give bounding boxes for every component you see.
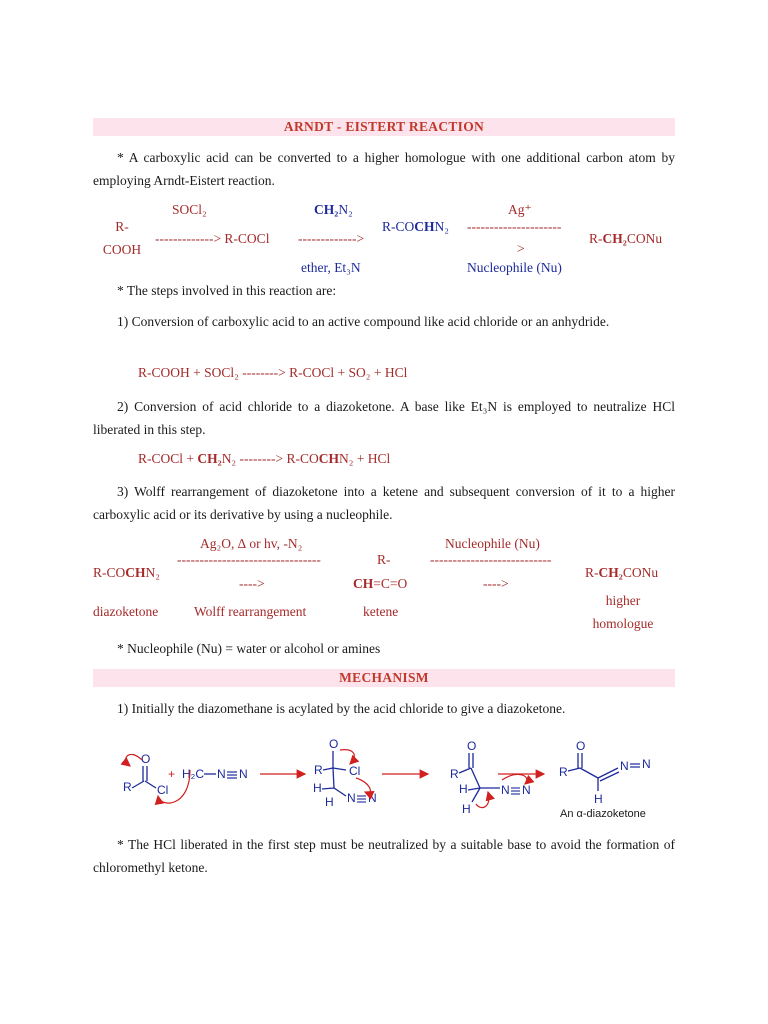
m1-n2: N: [239, 767, 248, 781]
step1-text: 1) Conversion of carboxylic acid to an active compound like acid chloride or an anhydride.: [117, 314, 610, 329]
m2-cl: Cl: [349, 764, 361, 778]
m4-h: H: [594, 792, 603, 806]
mechanism-scheme: [110, 728, 670, 828]
m3-n1: N: [501, 783, 510, 797]
alpha-diazoketone-structure: [559, 739, 651, 820]
overall-mid-bold: CH: [414, 219, 435, 234]
m1-n1: N: [217, 767, 226, 781]
overall-cond3: Nucleophile (Nu): [467, 260, 562, 275]
intro-text: * A carboxylic acid can be converted to a higher homologue with one additional carbon atom by employing Arndt-Eistert reaction.: [93, 150, 675, 188]
step2-paragraph: [93, 395, 675, 441]
m3-o: O: [467, 739, 477, 753]
m2-o: O: [329, 737, 339, 751]
step3-paragraph: [93, 480, 675, 526]
overall-arrow3b: >: [517, 241, 525, 256]
mechanism-step1: [93, 697, 675, 720]
overall-mid-post: N₂: [434, 219, 449, 234]
wolff-start-label: diazoketone: [93, 604, 159, 619]
overall-arrow1: -------------> R-COCl: [155, 231, 270, 246]
m1-h2c: H₂C: [182, 767, 204, 781]
wolff-dash1: --------------------------------: [177, 552, 321, 567]
wolff-dash2: ---------------------------: [430, 552, 552, 567]
nucleophile-note: [93, 637, 675, 660]
m3-r: R: [450, 767, 459, 781]
wolff-dash1b: ---->: [239, 576, 265, 591]
overall-start-a: R-: [115, 219, 129, 234]
wolff-arrow-label: Wolff rearrangement: [194, 604, 307, 619]
overall-end-bold: CH₂: [602, 231, 627, 246]
overall-reagent2-post: N₂: [338, 202, 353, 217]
wolff-mid-bold: CH: [353, 576, 374, 591]
eq2-bold2: CH: [318, 451, 339, 466]
overall-start-b: COOH: [102, 242, 142, 257]
overall-reagent3: Ag⁺: [508, 202, 532, 217]
eq2-end: N₂ + HCl: [338, 451, 391, 466]
diazonium-intermediate: [450, 739, 531, 816]
wolff-end-bold: CH₂: [598, 565, 623, 580]
equation-1: R-COOH + SOCl₂ --------> R-COCl + SO₂ + HCl: [138, 365, 408, 380]
wolff-nu: Nucleophile (Nu): [445, 536, 540, 551]
overall-mid-pre: R-CO: [382, 219, 415, 234]
intro-paragraph: [93, 146, 675, 192]
m4-r: R: [559, 765, 568, 779]
wolff-end-label2: homologue: [592, 616, 654, 631]
m1-cl: Cl: [157, 783, 169, 797]
eq2-bold: CH₂: [197, 451, 222, 466]
m2-h2: H: [325, 795, 334, 809]
alpha-diazoketone-label: An α-diazoketone: [560, 808, 646, 820]
wolff-mid-post: =C=O: [373, 576, 408, 591]
steps-intro: [93, 279, 675, 302]
m3-n2: N: [522, 783, 531, 797]
m1-plus: +: [168, 767, 176, 781]
wolff-start-pre: R-CO: [93, 565, 126, 580]
m2-h1: H: [313, 781, 322, 795]
eq2-post: N₂ --------> R-CO: [221, 451, 319, 466]
overall-arrow3: ---------------------: [467, 219, 562, 234]
overall-reagent1: SOCl₂: [172, 202, 207, 217]
m2-n2: N: [368, 791, 377, 805]
step2-text: 2) Conversion of acid chloride to a diazoketone. A base like Et₃N is employed to neutralize HCl liberated in this step.: [93, 399, 675, 437]
wolff-end-pre: R-: [585, 565, 599, 580]
wolff-dash2b: ---->: [483, 576, 509, 591]
m4-n1: N: [620, 759, 629, 773]
wolff-start-post: N₂: [145, 565, 160, 580]
overall-arrow2: ------------->: [298, 231, 365, 246]
mechanism-heading: MECHANISM: [93, 669, 675, 687]
step3-text: 3) Wolff rearrangement of diazoketone into a ketene and subsequent conversion of it to a higher carboxylic acid or its derivative by using a nucleophile.: [93, 484, 675, 522]
overall-end-post: CONu: [626, 231, 663, 246]
wolff-end-label1: higher: [605, 593, 641, 608]
page-title: ARNDT - EISTERT REACTION: [93, 118, 675, 136]
m2-n1: N: [347, 791, 356, 805]
overall-reagent2-bold: ₂: [334, 202, 339, 217]
m3-h1: H: [459, 782, 468, 796]
m1-o: O: [141, 752, 151, 766]
wolff-end-post: CONu: [622, 565, 659, 580]
eq2-pre: R-COCl +: [138, 451, 198, 466]
nucleophile-note-text: * Nucleophile (Nu) = water or alcohol or amines: [117, 641, 381, 656]
acid-chloride-structure: [123, 752, 248, 803]
overall-reagent2-pre: CH: [314, 202, 335, 217]
steps-intro-text: * The steps involved in this reaction are:: [117, 283, 337, 298]
m4-o: O: [576, 739, 586, 753]
tetrahedral-intermediate: [313, 737, 377, 809]
m2-r: R: [314, 763, 323, 777]
step1-paragraph: [93, 310, 675, 333]
wolff-start-bold: CH: [125, 565, 146, 580]
m3-h2: H: [462, 802, 471, 816]
overall-cond2: ether, Et₃N: [301, 260, 361, 275]
hcl-note: [93, 833, 675, 879]
wolff-mid-a: R-: [377, 552, 391, 567]
hcl-note-text: * The HCl liberated in the first step must be neutralized by a suitable base to avoid the formation of chloromethyl ketone.: [93, 837, 675, 875]
wolff-reagent: Ag₂O, ∆ or hv, -N₂: [200, 536, 303, 551]
overall-end-pre: R-: [589, 231, 603, 246]
mechanism-step1-text: 1) Initially the diazomethane is acylated by the acid chloride to give a diazoketone.: [117, 701, 566, 716]
m1-r: R: [123, 780, 132, 794]
m4-n2: N: [642, 757, 651, 771]
equation-2: [138, 451, 390, 467]
wolff-mid-label: ketene: [363, 604, 399, 619]
